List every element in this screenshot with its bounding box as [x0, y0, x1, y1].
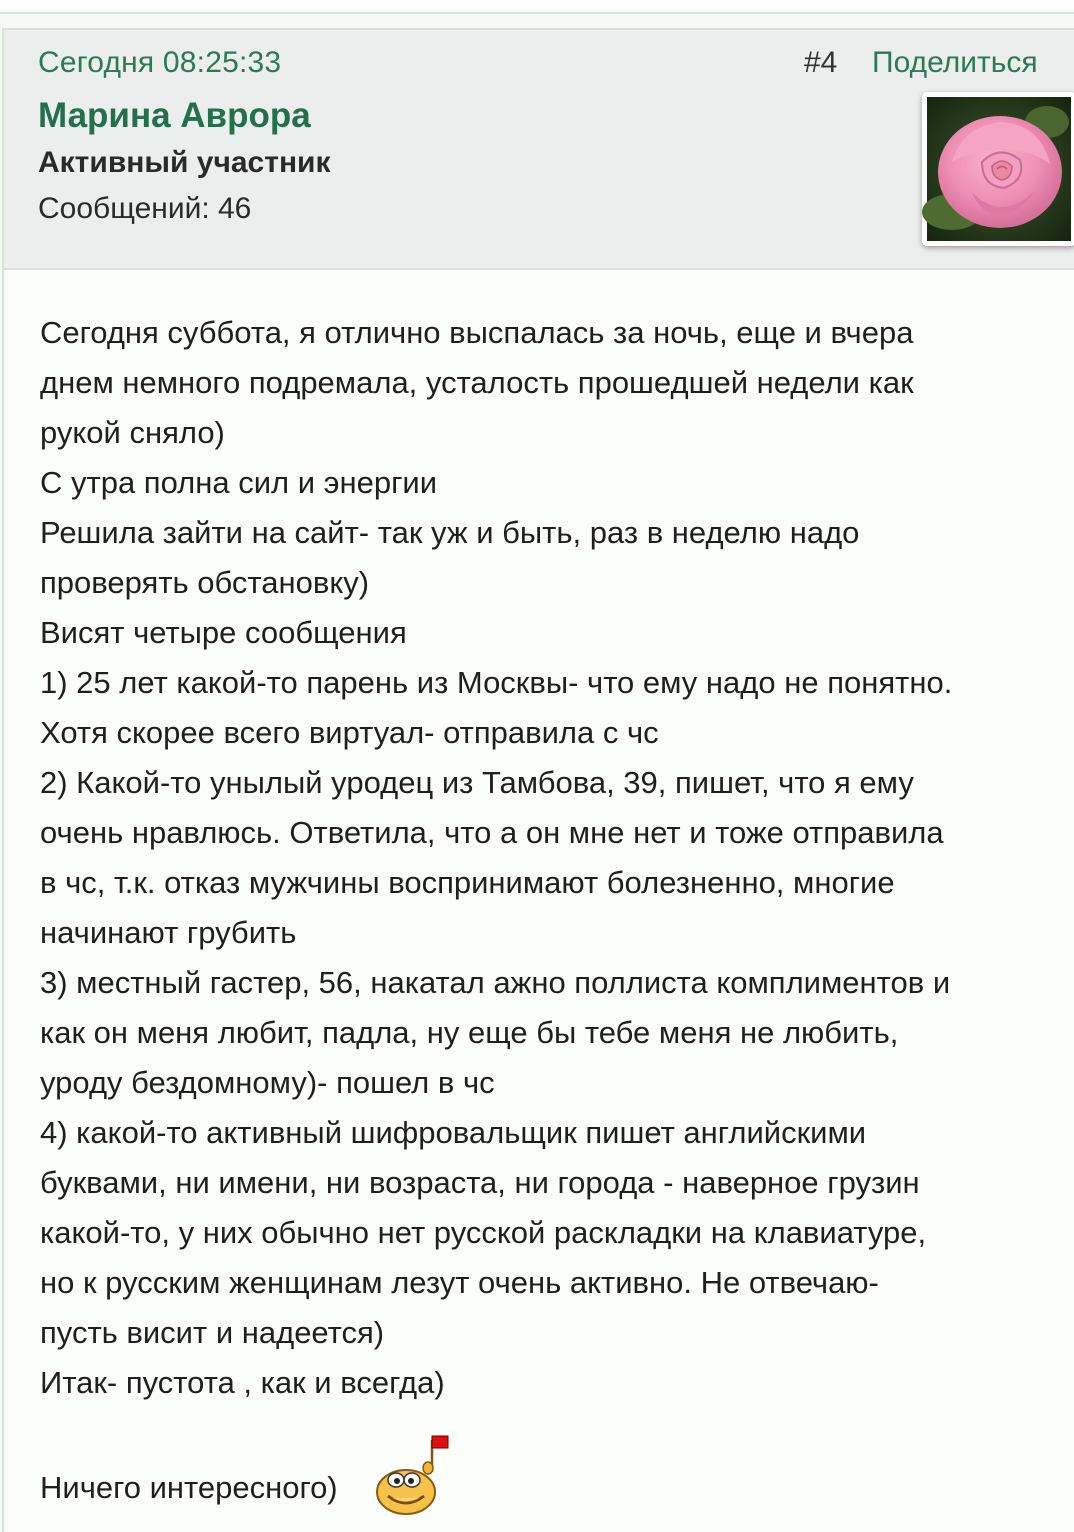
post-body-line: буквами, ни имени, ни возраста, ни города - наверное грузин	[40, 1165, 920, 1200]
post-date: Сегодня 08:25:33	[38, 46, 282, 79]
post-body-line: в чс, т.к. отказ мужчины воспринимают болезненно, многие	[40, 865, 895, 900]
post-body-line: пусть висит и надеется)	[40, 1315, 385, 1350]
post-body-line: уроду бездомному)- пошел в чс	[40, 1065, 495, 1100]
post-header	[4, 30, 1074, 270]
post-body-line: днем немного подремала, усталость прошедшей недели как	[40, 365, 914, 400]
post-body-line: Сегодня суббота, я отлично выспалась за ночь, еще и вчера	[40, 315, 914, 350]
post-body-line: очень нравлюсь. Ответила, что а он мне нет и тоже отправила	[40, 815, 944, 850]
post-body-line: 3) местный гастер, 56, накатал ажно поллиста комплиментов и	[40, 965, 951, 1000]
post-body-line: Хотя скорее всего виртуал- отправила с чс	[40, 715, 659, 750]
post-body-line: как он меня любит, падла, ну еще бы тебе меня не любить,	[40, 1015, 899, 1050]
author-rank: Активный участник	[38, 146, 331, 179]
post-body-line: 1) 25 лет какой-то парень из Москвы- что ему надо не понятно.	[40, 665, 953, 700]
previous-post-edge	[0, 0, 1074, 14]
post-body-line: Висят четыре сообщения	[40, 615, 407, 650]
forum-post	[2, 28, 1074, 1532]
share-link[interactable]: Поделиться	[872, 46, 1038, 79]
post-body-line: 4) какой-то активный шифровальщик пишет английскими	[40, 1115, 867, 1150]
pink-rose-avatar-icon	[922, 92, 1074, 246]
post-body-line: начинают грубить	[40, 915, 297, 950]
author-post-count: Сообщений: 46	[38, 192, 252, 225]
post-body	[40, 308, 1050, 1408]
author-name-link[interactable]: Марина Аврора	[38, 96, 311, 135]
post-body-line: С утра полна сил и энергии	[40, 465, 438, 500]
post-body-line: 2) Какой-то унылый уродец из Тамбова, 39, пишет, что я ему	[40, 765, 914, 800]
post-number-link[interactable]: #4	[804, 46, 838, 79]
post-body-line: Решила зайти на сайт- так уж и быть, раз в неделю надо	[40, 515, 860, 550]
post-body-line: но к русским женщинам лезут очень активно. Не отвечаю-	[40, 1265, 879, 1300]
post-body-line: проверять обстановку)	[40, 565, 370, 600]
post-body-last-line: Ничего интересного)	[40, 1470, 338, 1505]
avatar[interactable]	[922, 92, 1074, 246]
smiley-with-flag-icon	[374, 1434, 454, 1516]
post-body-line: Итак- пустота , как и всегда)	[40, 1365, 445, 1400]
post-body-line: какой-то, у них обычно нет русской раскладки на клавиатуре,	[40, 1215, 927, 1250]
post-body-line: рукой сняло)	[40, 415, 225, 450]
